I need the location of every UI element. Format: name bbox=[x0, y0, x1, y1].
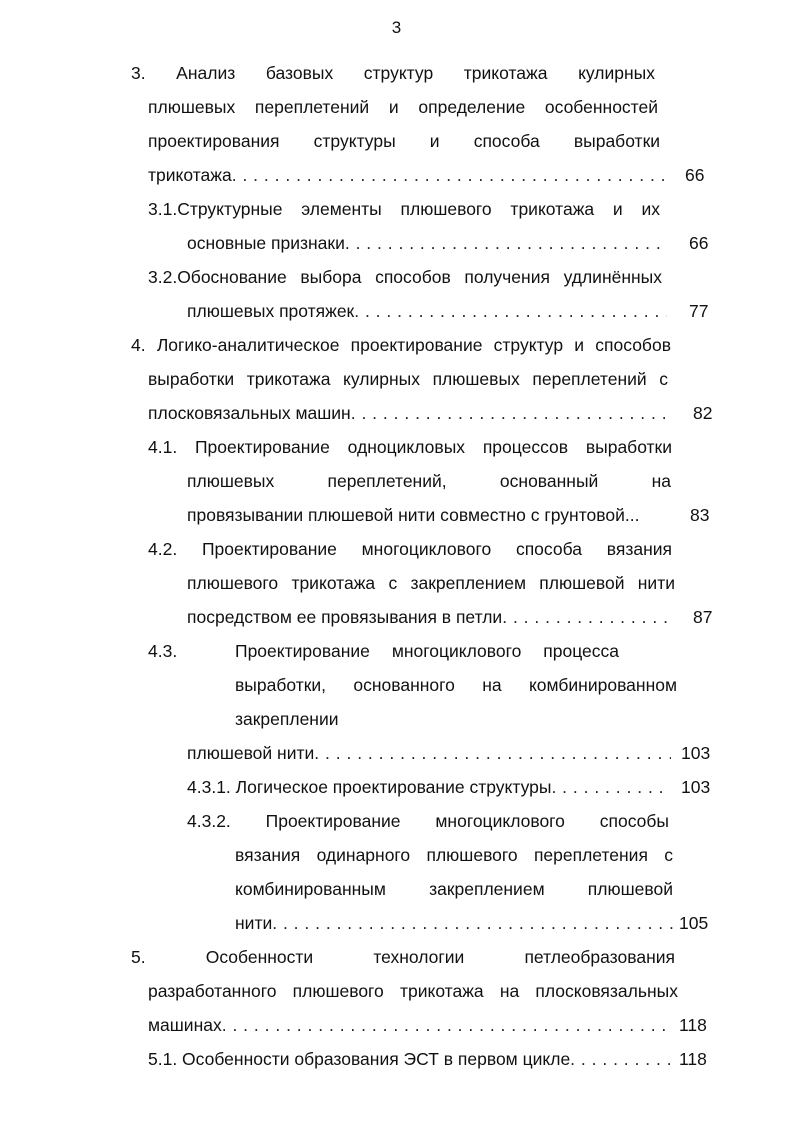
toc-4-line-2: выработки трикотажа кулирных плюшевых переплетений с bbox=[148, 369, 668, 389]
toc-4-3-line-3: закреплении bbox=[235, 709, 339, 729]
toc-4-3-line-2: выработки, основанного на комбинированном bbox=[235, 675, 677, 695]
toc-4-3-page: 103 bbox=[681, 743, 711, 763]
toc-5-line-2: разработанного плюшевого трикотажа на плосковязальных bbox=[148, 981, 678, 1001]
toc-3-line-4 bbox=[148, 164, 664, 188]
toc-3-1-title-end: основные признаки bbox=[187, 233, 345, 253]
toc-3-2-line-1: 3.2.Обоснование выбора способов получения удлинённых bbox=[148, 267, 662, 287]
toc-4-3-1-page: 103 bbox=[681, 777, 711, 797]
toc-4-2-line-2: плюшевого трикотажа с закреплением плюшевой нити bbox=[187, 573, 675, 593]
toc-5-page: 118 bbox=[679, 1015, 707, 1035]
leader-dots bbox=[232, 164, 664, 186]
toc-4-page: 82 bbox=[693, 403, 713, 423]
toc-3-2-line-2 bbox=[187, 300, 667, 324]
leader-dots bbox=[354, 300, 667, 322]
toc-4-3-1-title: 4.3.1. Логическое проектирование структуры bbox=[187, 777, 552, 797]
toc-4-3-line-1: Проектирование многоциклового процесса bbox=[235, 641, 619, 661]
toc-5-line-1: 5. Особенности технологии петлеобразования bbox=[131, 947, 675, 967]
page-number: 3 bbox=[391, 18, 402, 37]
toc-4-line-3 bbox=[148, 402, 672, 426]
toc-3-2-page: 77 bbox=[689, 301, 709, 321]
toc-4-2-page: 87 bbox=[693, 607, 713, 627]
toc-5-1-title: 5.1. Особенности образования ЭСТ в первом цикле bbox=[148, 1049, 571, 1069]
toc-4-3-1-line-1 bbox=[187, 776, 671, 800]
toc-3-1-line-1: 3.1.Структурные элементы плюшевого трикотажа и их bbox=[148, 199, 660, 219]
leader-dots bbox=[351, 402, 672, 424]
toc-4-3-2-title-end: нити bbox=[235, 913, 273, 933]
toc-4-2-title-end: посредством ее провязывания в петли bbox=[187, 607, 503, 627]
toc-4-2-line-1: 4.2. Проектирование многоциклового способа вязания bbox=[148, 539, 672, 559]
toc-4-1-line-3: провязывании плюшевой нити совместно с грунтовой... bbox=[187, 505, 640, 525]
toc-4-1-line-2: плюшевых переплетений, основанный на bbox=[187, 471, 671, 491]
toc-4-3-2-line-4 bbox=[235, 912, 673, 936]
toc-4-3-title-end: плюшевой нити bbox=[187, 743, 315, 763]
toc-3-page: 66 bbox=[685, 165, 705, 185]
toc-3-title-end: трикотажа bbox=[148, 165, 232, 185]
toc-4-3-2-page: 105 bbox=[679, 913, 709, 933]
leader-dots bbox=[222, 1014, 672, 1036]
toc-4-3-number: 4.3. bbox=[148, 641, 178, 661]
toc-4-title-end: плосковязальных машин bbox=[148, 403, 351, 423]
leader-dots bbox=[345, 232, 667, 254]
toc-5-1-page: 118 bbox=[679, 1049, 707, 1069]
leader-dots bbox=[570, 1048, 672, 1070]
leader-dots bbox=[314, 742, 671, 764]
toc-3-1-page: 66 bbox=[689, 233, 709, 253]
toc-5-title-end: машинах bbox=[148, 1015, 222, 1035]
toc-4-3-2-line-2: вязания одинарного плюшевого переплетения с bbox=[235, 845, 673, 865]
leader-dots bbox=[272, 912, 673, 934]
toc-4-1-page: 83 bbox=[690, 505, 710, 525]
toc-4-1-line-1: 4.1. Проектирование одноцикловых процессов выработки bbox=[148, 437, 672, 457]
toc-3-line-1: 3. Анализ базовых структур трикотажа кулирных bbox=[131, 63, 655, 83]
toc-4-3-2-line-3: комбинированным закреплением плюшевой bbox=[235, 879, 673, 899]
toc-3-2-title-end: плюшевых протяжек bbox=[187, 301, 355, 321]
leader-dots bbox=[502, 606, 671, 628]
toc-3-1-line-2 bbox=[187, 232, 667, 256]
toc-4-3-2-line-1: 4.3.2. Проектирование многоциклового способы bbox=[187, 811, 669, 831]
leader-dots bbox=[551, 776, 671, 798]
toc-3-line-3: проектирования структуры и способа выработки bbox=[148, 131, 660, 151]
toc-5-line-3 bbox=[148, 1014, 672, 1038]
toc-3-line-2: плюшевых переплетений и определение особенностей bbox=[148, 97, 658, 117]
toc-4-line-1: 4. Логико-аналитическое проектирование структур и способов bbox=[131, 335, 671, 355]
toc-4-3-line-4 bbox=[187, 742, 671, 766]
toc-5-1-line-1 bbox=[148, 1048, 672, 1072]
toc-4-2-line-3 bbox=[187, 606, 671, 630]
